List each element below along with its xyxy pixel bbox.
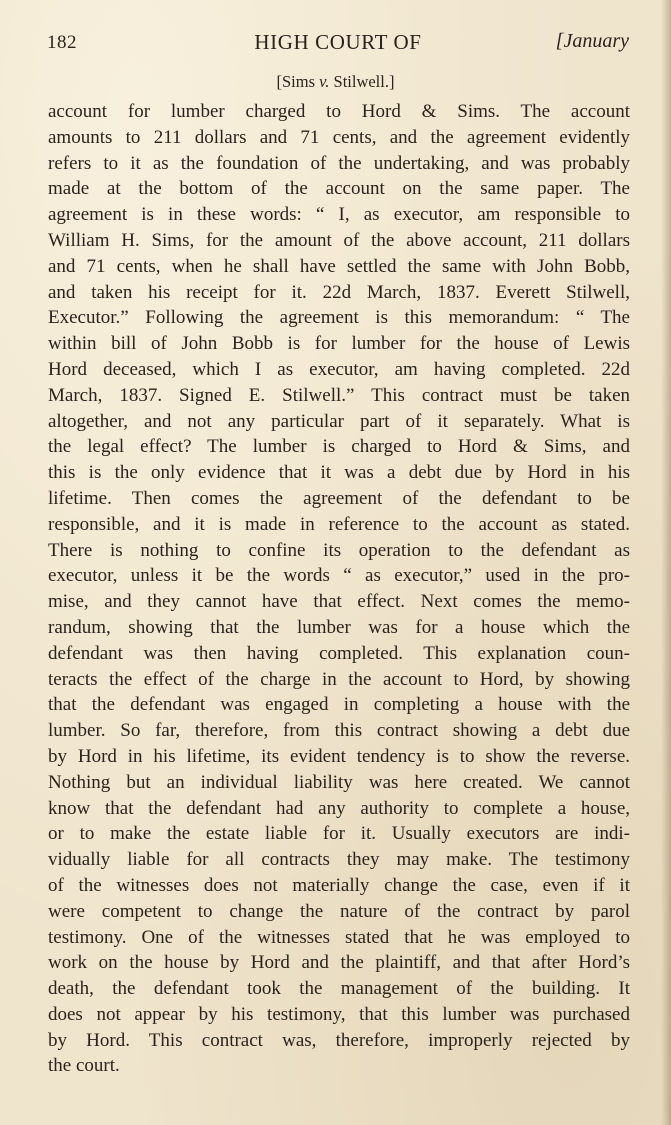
text-line: does not appear by his testimony, that this lumber was purchased — [48, 1003, 630, 1025]
page-number: 182 — [47, 32, 77, 53]
text-line: There is nothing to confine its operation to the defendant as — [48, 539, 630, 561]
text-line: or to make the estate liable for it. Usually executors are indi- — [48, 823, 630, 845]
text-line: testimony. One of the witnesses stated that he was employed to — [48, 926, 630, 948]
text-line: altogether, and not any particular part of it separately. What is — [48, 410, 630, 432]
text-line: Nothing but an individual liability was here created. We cannot — [48, 771, 630, 793]
page-edge-shadow — [661, 0, 671, 1125]
text-line: Hord deceased, which I as executor, am having completed. 22d — [48, 358, 630, 380]
text-line: know that the defendant had any authority to complete a house, — [48, 797, 630, 819]
text-line: within bill of John Bobb is for lumber for the house of Lewis — [48, 333, 630, 355]
text-line: and 71 cents, when he shall have settled the same with John Bobb, — [48, 255, 630, 277]
text-line: mise, and they cannot have that effect. Next comes the memo- — [48, 591, 630, 613]
running-head: HIGH COURT OF — [254, 30, 422, 54]
text-line: that the defendant was engaged in completing a house with the — [48, 694, 630, 716]
text-line: William H. Sims, for the amount of the above account, 211 dollars — [48, 229, 630, 251]
text-line: executor, unless it be the words “ as executor,” used in the pro- — [48, 565, 630, 587]
text-line: teracts the effect of the charge in the account to Hord, by showing — [48, 668, 630, 690]
text-line: vidually liable for all contracts they may make. The testimony — [48, 849, 630, 871]
text-line: refers to it as the foundation of the undertaking, and was probably — [48, 152, 630, 174]
text-line: made at the bottom of the account on the same paper. The — [48, 178, 630, 200]
text-line: March, 1837. Signed E. Stilwell.” This contract must be taken — [48, 384, 630, 406]
text-line: were competent to change the nature of the contract by parol — [48, 900, 630, 922]
body-text — [48, 99, 630, 1079]
text-line: responsible, and it is made in reference to the account as stated. — [48, 513, 630, 535]
page-header — [47, 28, 629, 58]
text-line: by Hord. This contract was, therefore, improperly rejected by — [48, 1029, 630, 1051]
text-line: death, the defendant took the management of the building. It — [48, 978, 630, 1000]
text-line: account for lumber charged to Hord & Sims. The account — [48, 101, 630, 122]
text-line: Executor.” Following the agreement is this memorandum: “ The — [48, 307, 630, 329]
text-line: the legal effect? The lumber is charged to Hord & Sims, and — [48, 436, 630, 458]
text-line: this is the only evidence that it was a debt due by Hord in his — [48, 462, 630, 484]
text-line: amounts to 211 dollars and 71 cents, and the agreement evidently — [48, 126, 630, 148]
text-line: by Hord in his lifetime, its evident tendency is to show the reverse. — [48, 745, 630, 767]
text-line: work on the house by Hord and the plaintiff, and that after Hord’s — [48, 952, 630, 974]
text-line: defendant was then having completed. This explanation coun- — [48, 642, 630, 664]
case-caption: [Sims v. Stilwell.] — [276, 72, 395, 91]
text-line: randum, showing that the lumber was for a house which the — [48, 616, 630, 638]
text-line: agreement is in these words: “ I, as executor, am responsible to — [48, 204, 630, 226]
text-line: and taken his receipt for it. 22d March, 1837. Everett Stilwell, — [48, 281, 630, 303]
text-line: lumber. So far, therefore, from this contract showing a debt due — [48, 720, 630, 742]
running-head-month: [January — [555, 30, 629, 52]
text-line: of the witnesses does not materially change the case, even if it — [48, 874, 630, 896]
text-line: the court. — [48, 1055, 120, 1077]
text-line: lifetime. Then comes the agreement of the defendant to be — [48, 487, 630, 509]
